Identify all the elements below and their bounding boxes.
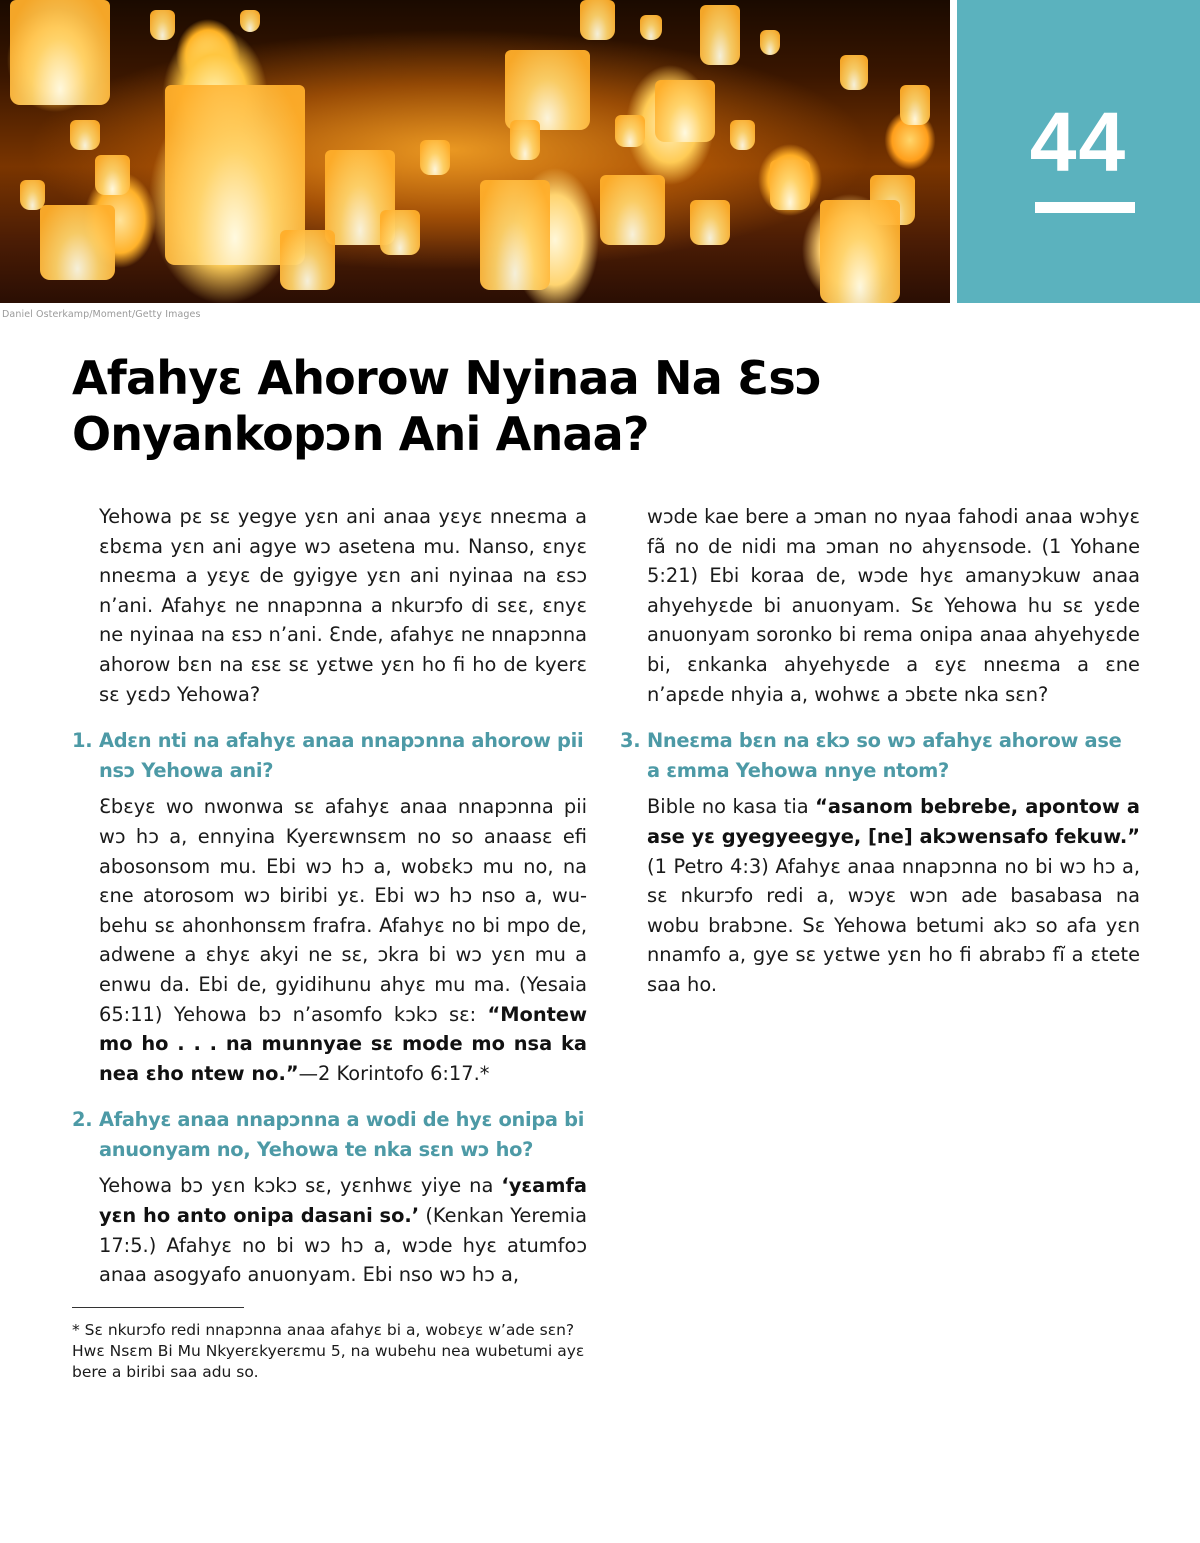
page-title-line-2: Onyankopɔn Ani Anaa?: [72, 407, 649, 461]
lantern-shape: [510, 120, 540, 160]
lantern-shape: [480, 180, 550, 290]
question-number: 3.: [620, 729, 641, 753]
lantern-shape: [10, 0, 110, 105]
lantern-shape: [20, 180, 45, 210]
lantern-shape: [655, 80, 715, 142]
scripture-quote: “asanom bebrebe, apontow a ase yɛ gyegyeegye, [ne] akɔwensafo fekuw.”: [647, 795, 1140, 848]
answer-text: Yehowa bɔ yɛn kɔkɔ sɛ, yɛnhwɛ yiye na: [99, 1174, 502, 1198]
lantern-shape: [900, 85, 930, 125]
answer-2-paragraph: [99, 1171, 587, 1289]
lantern-shape: [760, 30, 780, 55]
lantern-shape: [615, 115, 645, 147]
answer-text-continued: (Kenkan Yeremia 17:5.) Afahyɛ no bi wɔ hɔ a, wɔde hyɛ atumfoɔ anaa asogyafo anuonyam. Ebi nso wɔ hɔ a,: [99, 1204, 587, 1287]
lantern-shape: [420, 140, 450, 175]
lantern-shape: [95, 155, 130, 195]
lantern-shape: [580, 0, 615, 40]
lantern-shape: [505, 50, 590, 130]
answer-text: Ɛbɛyɛ wo nwonwa sɛ afahyɛ anaa nnapɔnna pii wɔ hɔ a, ennyina Kyerɛwnsɛm no so anaasɛ efi abosonsom mu. Ebi wɔ hɔ a, wobɛkɔ mu no, na ɛne atorosom wɔ biribi yɛ. Ebi wɔ hɔ nso a, wubehu sɛ ahonhonsɛm frafra. Afahyɛ no bi mpo de, adwene a ɛhyɛ akyi ne sɛ, ɔkra bi wɔ yɛn mu a enwu da. Ebi de, gyidihunu ahyɛ mu ma. (Yesaia 65:11) Yehowa bɔ n’asomfo kɔkɔ sɛ:: [99, 795, 587, 1026]
lantern-shape: [70, 120, 100, 150]
question-2: [72, 1105, 587, 1164]
answer-text: Bible no kasa tia: [647, 795, 816, 819]
scripture-reference: —2 Korintofo 6:17.*: [298, 1061, 490, 1085]
scripture-quote: “Montew mo ho . . . na munnyae sɛ mode mo nsa ka nea ɛho ntew no.”: [99, 1002, 587, 1085]
answer-text-continued: (1 Petro 4:3) Afahyɛ anaa nnapɔnna no bi wɔ hɔ a, sɛ nkurɔfo redi a, wɔyɛ wɔn ade basabasa na wobu brabɔne. Sɛ Yehowa betumi akɔ so afa yɛn nnamfo a, gye sɛ yɛtwe yɛn ho fi abrabɔ fĩ a ɛtete saa ho.: [647, 854, 1140, 996]
left-column: [72, 502, 587, 1290]
question-1: [72, 726, 587, 785]
photo-credit: Daniel Osterkamp/Moment/Getty Images: [2, 309, 201, 320]
lantern-shape: [600, 175, 665, 245]
question-number: 2.: [72, 1108, 93, 1132]
lantern-shape: [640, 15, 662, 40]
right-column: [620, 502, 1140, 1000]
answer-1-paragraph: [99, 792, 587, 1088]
lantern-shape: [700, 5, 740, 65]
page-title-line-1: Afahyɛ Ahorow Nyinaa Na Ɛsɔ: [72, 351, 822, 405]
page-title: [72, 350, 872, 462]
footnote-divider: [72, 1307, 244, 1308]
chapter-panel: [957, 0, 1200, 303]
hero-photo: [0, 0, 950, 303]
intro-paragraph: Yehowa pɛ sɛ yegye yɛn ani anaa yɛyɛ nneɛma a ɛbɛma yɛn ani agye wɔ asetena mu. Nanso, ɛnyɛ nneɛma a yɛyɛ de gyigye yɛn ani nyinaa na ɛsɔ n’ani. Afahyɛ ne nnapɔnna a nkurɔfo di sɛɛ, ɛnyɛ ne nyinaa na ɛsɔ n’ani. Ɛnde, afahyɛ ne nnapɔnna ahorow bɛn na ɛsɛ sɛ yɛtwe yɛn ho fi ho de kyerɛ sɛ yɛdɔ Yehowa?: [99, 505, 587, 706]
footnote: * Sɛ nkurɔfo redi nnapɔnna anaa afahyɛ bi a, wobɛyɛ w’ade sɛn? Hwɛ Nsɛm Bi Mu Nkyerɛkyerɛmu 5, na wubehu nea wubetumi ayɛ bere a biribi saa adu so.: [72, 1321, 585, 1381]
chapter-underline: [1035, 202, 1135, 213]
answer-3-paragraph: [647, 792, 1140, 999]
question-text: Afahyɛ anaa nnapɔnna a wodi de hyɛ onipa bi anuonyam no, Yehowa te nka sɛn wɔ ho?: [99, 1108, 585, 1161]
lantern-shape: [840, 55, 868, 90]
lantern-shape: [770, 160, 810, 210]
chapter-number: 44: [1029, 95, 1128, 189]
answer-2-continued: wɔde kae bere a ɔman no nyaa fahodi anaa wɔhyɛ fã no de nidi ma ɔman no ahyɛnsode. (1 Yohane 5:21) Ebi koraa de, wɔde hyɛ amanyɔkuw anaa ahyehyɛde bi anuonyam. Sɛ Yehowa hu sɛ yɛde anuonyam soronko bi rema onipa anaa ahyehyɛde bi, ɛnkanka ahyehyɛde a ɛyɛ nneɛma a ɛne n’apɛde nhyia a, wohwɛ a ɔbɛte nka sɛn?: [647, 505, 1140, 706]
lantern-shape: [40, 205, 115, 280]
lantern-shape: [820, 200, 900, 303]
lantern-shape: [240, 10, 260, 32]
lantern-shape: [730, 120, 755, 150]
lantern-shape: [280, 230, 335, 290]
lantern-shape: [380, 210, 420, 255]
lantern-shape: [150, 10, 175, 40]
question-number: 1.: [72, 729, 93, 753]
scripture-quote: ‘yɛamfa yɛn ho anto onipa dasani so.’: [99, 1174, 587, 1228]
question-text: Adɛn nti na afahyɛ anaa nnapɔnna ahorow pii nsɔ Yehowa ani?: [99, 729, 584, 782]
lantern-shape: [690, 200, 730, 245]
question-3: [620, 726, 1140, 785]
question-text: Nneɛma bɛn na ɛkɔ so wɔ afahyɛ ahorow ase a ɛmma Yehowa nnye ntom?: [647, 729, 1122, 782]
